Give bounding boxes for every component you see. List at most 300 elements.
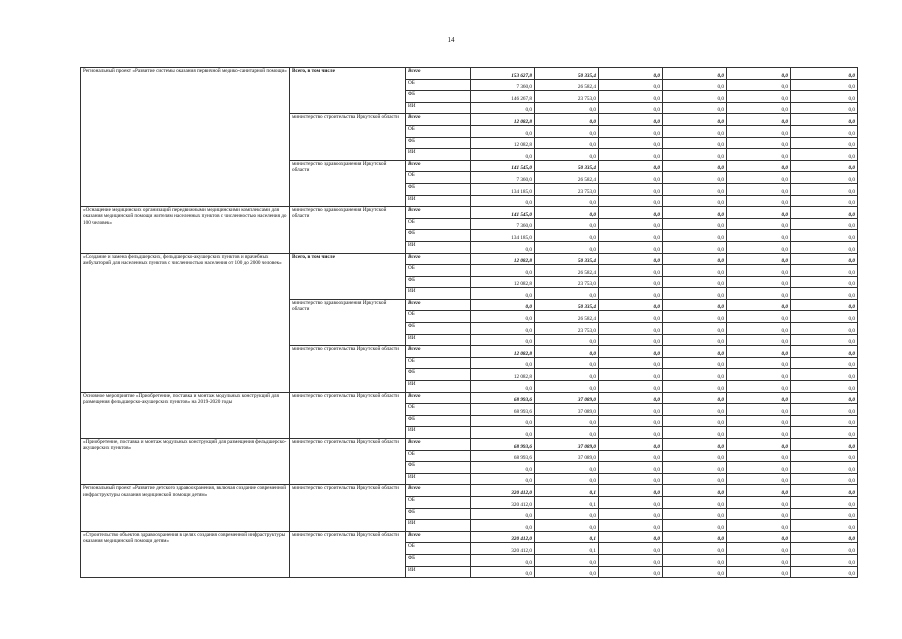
- amount-cell: 0,0: [663, 450, 727, 462]
- amount-cell: 0,0: [599, 462, 663, 474]
- amount-cell: 68 993,6: [471, 404, 535, 416]
- amount-cell: 0,0: [599, 543, 663, 555]
- funding-source-cell: ИИ: [406, 334, 471, 346]
- amount-cell: 0,0: [791, 265, 858, 277]
- amount-cell: 0,0: [791, 485, 858, 497]
- amount-cell: 0,0: [535, 195, 599, 207]
- amount-cell: 0,0: [663, 508, 727, 520]
- amount-cell: 0,0: [663, 520, 727, 532]
- amount-cell: 0,1: [535, 496, 599, 508]
- activity-description: Региональный проект «Развитие детского здравоохранения, включая создание современной инфраструктуры оказания медицинской помощи детям»: [81, 485, 290, 531]
- amount-cell: 7 360,0: [471, 79, 535, 91]
- amount-cell: 0,0: [599, 91, 663, 103]
- funding-source-cell: ИИ: [406, 195, 471, 207]
- amount-cell: 0,0: [599, 357, 663, 369]
- funding-source-cell: ОБ: [406, 496, 471, 508]
- amount-cell: 0,0: [791, 125, 858, 137]
- funding-source-cell: ОБ: [406, 79, 471, 91]
- amount-cell: 0,0: [663, 462, 727, 474]
- amount-cell: 320 412,0: [471, 543, 535, 555]
- amount-cell: 0,0: [727, 91, 791, 103]
- amount-cell: 0,0: [599, 323, 663, 335]
- amount-cell: 0,0: [791, 137, 858, 149]
- funding-source-cell: Всего: [406, 439, 471, 451]
- funding-source-cell: ФБ: [406, 137, 471, 149]
- amount-cell: 0,0: [663, 79, 727, 91]
- funding-source-cell: Всего: [406, 392, 471, 404]
- funding-source-cell: ОБ: [406, 218, 471, 230]
- funding-source-cell: Всего: [406, 160, 471, 172]
- funding-source-cell: ОБ: [406, 450, 471, 462]
- executor-cell: Всего, в том числе: [290, 68, 406, 114]
- amount-cell: 0,0: [599, 554, 663, 566]
- amount-cell: 0,0: [663, 114, 727, 126]
- amount-cell: 0,1: [535, 485, 599, 497]
- funding-table: [80, 67, 858, 578]
- amount-cell: 0,0: [791, 427, 858, 439]
- amount-cell: 23 753,0: [535, 323, 599, 335]
- amount-cell: 0,0: [663, 299, 727, 311]
- amount-cell: 0,0: [599, 311, 663, 323]
- amount-cell: 12 082,8: [471, 114, 535, 126]
- amount-cell: 0,0: [535, 114, 599, 126]
- amount-cell: 0,0: [599, 520, 663, 532]
- amount-cell: 0,0: [791, 218, 858, 230]
- amount-cell: 0,0: [791, 439, 858, 451]
- funding-source-cell: ОБ: [406, 543, 471, 555]
- amount-cell: 0,0: [727, 566, 791, 578]
- amount-cell: 0,0: [535, 334, 599, 346]
- amount-cell: 0,0: [663, 439, 727, 451]
- amount-cell: 0,0: [663, 125, 727, 137]
- amount-cell: 0,0: [663, 543, 727, 555]
- funding-source-cell: Всего: [406, 346, 471, 358]
- amount-cell: 26 582,4: [535, 79, 599, 91]
- amount-cell: 0,0: [663, 91, 727, 103]
- amount-cell: 0,0: [727, 311, 791, 323]
- amount-cell: 0,0: [535, 288, 599, 300]
- amount-cell: 0,0: [791, 369, 858, 381]
- amount-cell: 0,0: [535, 381, 599, 393]
- amount-cell: 0,0: [791, 566, 858, 578]
- amount-cell: 0,0: [663, 172, 727, 184]
- amount-cell: 0,0: [791, 207, 858, 219]
- funding-source-cell: ФБ: [406, 462, 471, 474]
- funding-source-cell: ФБ: [406, 276, 471, 288]
- amount-cell: 0,0: [663, 218, 727, 230]
- amount-cell: 0,0: [727, 473, 791, 485]
- amount-cell: 0,0: [599, 183, 663, 195]
- amount-cell: 0,0: [471, 311, 535, 323]
- amount-cell: 0,0: [727, 299, 791, 311]
- amount-cell: 12 082,8: [471, 369, 535, 381]
- amount-cell: 0,0: [599, 68, 663, 80]
- amount-cell: 0,0: [791, 172, 858, 184]
- funding-source-cell: ФБ: [406, 230, 471, 242]
- amount-cell: 0,0: [599, 531, 663, 543]
- amount-cell: 0,0: [727, 334, 791, 346]
- amount-cell: 0,0: [599, 508, 663, 520]
- amount-cell: 0,0: [471, 102, 535, 114]
- amount-cell: 134 185,0: [471, 183, 535, 195]
- amount-cell: 0,0: [599, 299, 663, 311]
- amount-cell: 37 089,0: [535, 450, 599, 462]
- amount-cell: 0,0: [535, 508, 599, 520]
- amount-cell: 0,0: [599, 392, 663, 404]
- funding-source-cell: ИИ: [406, 427, 471, 439]
- amount-cell: 0,0: [599, 265, 663, 277]
- amount-cell: 0,0: [791, 543, 858, 555]
- funding-source-cell: Всего: [406, 253, 471, 265]
- amount-cell: 0,0: [791, 392, 858, 404]
- amount-cell: 0,0: [599, 415, 663, 427]
- amount-cell: 0,0: [663, 207, 727, 219]
- amount-cell: 0,0: [727, 172, 791, 184]
- amount-cell: 0,0: [599, 218, 663, 230]
- amount-cell: 37 089,0: [535, 392, 599, 404]
- funding-source-cell: Всего: [406, 207, 471, 219]
- executor-cell: министерство здравоохранения Иркутской области: [290, 160, 406, 206]
- amount-cell: 0,0: [663, 369, 727, 381]
- funding-source-cell: ОБ: [406, 357, 471, 369]
- funding-source-cell: ОБ: [406, 404, 471, 416]
- amount-cell: 0,0: [727, 415, 791, 427]
- amount-cell: 0,0: [535, 207, 599, 219]
- amount-cell: 0,0: [471, 357, 535, 369]
- amount-cell: 0,0: [535, 520, 599, 532]
- amount-cell: 0,0: [471, 288, 535, 300]
- amount-cell: 0,0: [599, 450, 663, 462]
- amount-cell: 0,0: [599, 381, 663, 393]
- amount-cell: 0,0: [535, 427, 599, 439]
- amount-cell: 320 412,0: [471, 485, 535, 497]
- funding-source-cell: Всего: [406, 299, 471, 311]
- amount-cell: 0,0: [663, 566, 727, 578]
- amount-cell: 26 582,4: [535, 172, 599, 184]
- amount-cell: 0,0: [663, 195, 727, 207]
- amount-cell: 0,0: [599, 485, 663, 497]
- amount-cell: 0,0: [791, 79, 858, 91]
- amount-cell: 0,0: [791, 473, 858, 485]
- funding-source-cell: ФБ: [406, 508, 471, 520]
- table-row: [81, 68, 858, 80]
- amount-cell: 0,0: [535, 462, 599, 474]
- amount-cell: 0,0: [599, 566, 663, 578]
- amount-cell: 0,0: [727, 543, 791, 555]
- amount-cell: 0,0: [599, 195, 663, 207]
- amount-cell: 50 335,4: [535, 160, 599, 172]
- amount-cell: 0,0: [791, 508, 858, 520]
- amount-cell: 0,0: [599, 149, 663, 161]
- amount-cell: 7 360,0: [471, 218, 535, 230]
- activity-description: «Оснащение медицинских организаций передвижными медицинскими комплексами для оказания медицинской помощи жителям населенных пунктов с численностью населения до 100 человек»: [81, 207, 290, 253]
- amount-cell: 0,0: [791, 415, 858, 427]
- amount-cell: 0,0: [663, 160, 727, 172]
- amount-cell: 0,0: [727, 496, 791, 508]
- amount-cell: 141 545,0: [471, 207, 535, 219]
- table-row: [81, 439, 858, 451]
- funding-source-cell: ФБ: [406, 183, 471, 195]
- table-row: [81, 253, 858, 265]
- amount-cell: 0,0: [727, 520, 791, 532]
- amount-cell: 0,0: [663, 253, 727, 265]
- amount-cell: 0,0: [727, 265, 791, 277]
- amount-cell: 0,0: [599, 207, 663, 219]
- amount-cell: 0,0: [599, 496, 663, 508]
- funding-source-cell: ИИ: [406, 566, 471, 578]
- amount-cell: 0,0: [791, 520, 858, 532]
- amount-cell: 0,0: [599, 276, 663, 288]
- amount-cell: 0,0: [471, 265, 535, 277]
- activity-description: «Строительство объектов здравоохранения в целях создания современной инфраструктуры оказания медицинской помощи детям»: [81, 531, 290, 577]
- amount-cell: 0,0: [599, 404, 663, 416]
- amount-cell: 0,0: [471, 381, 535, 393]
- amount-cell: 0,0: [599, 346, 663, 358]
- amount-cell: 0,0: [791, 334, 858, 346]
- amount-cell: 141 545,0: [471, 160, 535, 172]
- amount-cell: 26 582,4: [535, 265, 599, 277]
- funding-source-cell: ИИ: [406, 473, 471, 485]
- amount-cell: 0,0: [791, 450, 858, 462]
- amount-cell: 0,0: [727, 485, 791, 497]
- amount-cell: 0,0: [599, 473, 663, 485]
- executor-cell: министерство здравоохранения Иркутской области: [290, 207, 406, 253]
- executor-cell: министерство строительства Иркутской области: [290, 392, 406, 438]
- amount-cell: 0,0: [791, 149, 858, 161]
- amount-cell: 0,0: [791, 276, 858, 288]
- amount-cell: 0,0: [727, 160, 791, 172]
- amount-cell: 0,0: [663, 311, 727, 323]
- amount-cell: 0,0: [663, 276, 727, 288]
- amount-cell: 0,0: [727, 253, 791, 265]
- amount-cell: 0,0: [727, 183, 791, 195]
- amount-cell: 0,0: [599, 253, 663, 265]
- amount-cell: 0,0: [663, 381, 727, 393]
- amount-cell: 0,0: [727, 241, 791, 253]
- amount-cell: 50 335,4: [535, 253, 599, 265]
- amount-cell: 50 335,4: [535, 68, 599, 80]
- amount-cell: 320 412,0: [471, 496, 535, 508]
- amount-cell: 0,0: [727, 508, 791, 520]
- amount-cell: 0,0: [599, 114, 663, 126]
- amount-cell: 0,0: [599, 102, 663, 114]
- amount-cell: 0,0: [727, 554, 791, 566]
- amount-cell: 68 993,6: [471, 450, 535, 462]
- amount-cell: 0,0: [791, 554, 858, 566]
- amount-cell: 12 082,8: [471, 276, 535, 288]
- activity-description: Основное мероприятие «Приобретение, поставка и монтаж модульных конструкций для размещения фельдшерско-акушерских пунктов» на 2019-2020 годы: [81, 392, 290, 438]
- amount-cell: 0,0: [727, 68, 791, 80]
- amount-cell: 0,0: [663, 357, 727, 369]
- amount-cell: 0,0: [663, 149, 727, 161]
- funding-source-cell: Всего: [406, 114, 471, 126]
- executor-cell: Всего, в том числе: [290, 253, 406, 299]
- funding-source-cell: ОБ: [406, 311, 471, 323]
- amount-cell: 0,0: [663, 102, 727, 114]
- amount-cell: 0,0: [471, 473, 535, 485]
- amount-cell: 0,0: [791, 496, 858, 508]
- amount-cell: 0,0: [791, 102, 858, 114]
- amount-cell: 0,0: [727, 276, 791, 288]
- amount-cell: 0,0: [791, 253, 858, 265]
- amount-cell: 320 412,0: [471, 531, 535, 543]
- amount-cell: 0,0: [471, 323, 535, 335]
- amount-cell: 0,0: [663, 427, 727, 439]
- amount-cell: 0,0: [727, 102, 791, 114]
- amount-cell: 0,0: [599, 79, 663, 91]
- table-row: [81, 392, 858, 404]
- funding-source-cell: ФБ: [406, 323, 471, 335]
- amount-cell: 0,0: [471, 554, 535, 566]
- funding-source-cell: ФБ: [406, 91, 471, 103]
- amount-cell: 0,0: [535, 554, 599, 566]
- amount-cell: 0,0: [663, 531, 727, 543]
- amount-cell: 0,0: [599, 288, 663, 300]
- table-row: [81, 207, 858, 219]
- funding-source-cell: ОБ: [406, 125, 471, 137]
- amount-cell: 0,0: [471, 462, 535, 474]
- funding-source-cell: ОБ: [406, 265, 471, 277]
- amount-cell: 0,0: [727, 404, 791, 416]
- executor-cell: министерство строительства Иркутской области: [290, 439, 406, 485]
- activity-description: «Приобретение, поставка и монтаж модульных конструкций для размещения фельдшерско-акушерских пунктов»: [81, 439, 290, 485]
- amount-cell: 0,0: [727, 125, 791, 137]
- amount-cell: 0,0: [535, 102, 599, 114]
- amount-cell: 0,0: [791, 299, 858, 311]
- amount-cell: 0,0: [663, 68, 727, 80]
- amount-cell: 7 360,0: [471, 172, 535, 184]
- amount-cell: 0,0: [599, 334, 663, 346]
- amount-cell: 0,0: [727, 323, 791, 335]
- amount-cell: 0,0: [599, 241, 663, 253]
- amount-cell: 0,0: [791, 230, 858, 242]
- amount-cell: 0,0: [663, 554, 727, 566]
- amount-cell: 0,0: [791, 91, 858, 103]
- funding-source-cell: Всего: [406, 485, 471, 497]
- amount-cell: 0,0: [791, 183, 858, 195]
- amount-cell: 0,0: [727, 346, 791, 358]
- funding-source-cell: ИИ: [406, 520, 471, 532]
- amount-cell: 0,0: [599, 172, 663, 184]
- amount-cell: 23 753,0: [535, 91, 599, 103]
- amount-cell: 0,0: [535, 125, 599, 137]
- amount-cell: 0,0: [727, 427, 791, 439]
- activity-description: Региональный проект «Развитие системы оказания первичной медико-санитарной помощи»: [81, 68, 290, 207]
- amount-cell: 0,0: [727, 381, 791, 393]
- amount-cell: 0,0: [727, 369, 791, 381]
- amount-cell: 0,1: [535, 531, 599, 543]
- amount-cell: 0,0: [599, 427, 663, 439]
- amount-cell: 0,0: [791, 288, 858, 300]
- amount-cell: 0,0: [791, 357, 858, 369]
- amount-cell: 0,0: [727, 462, 791, 474]
- executor-cell: министерство строительства Иркутской области: [290, 346, 406, 392]
- amount-cell: 0,0: [663, 230, 727, 242]
- table-row: [81, 531, 858, 543]
- amount-cell: 0,0: [663, 334, 727, 346]
- amount-cell: 0,0: [471, 149, 535, 161]
- amount-cell: 0,0: [471, 520, 535, 532]
- amount-cell: 50 335,4: [535, 299, 599, 311]
- amount-cell: 0,0: [791, 68, 858, 80]
- amount-cell: 0,0: [535, 473, 599, 485]
- amount-cell: 0,0: [727, 450, 791, 462]
- amount-cell: 0,0: [599, 439, 663, 451]
- funding-source-cell: ФБ: [406, 369, 471, 381]
- amount-cell: 0,0: [471, 427, 535, 439]
- amount-cell: 68 993,6: [471, 439, 535, 451]
- amount-cell: 0,0: [535, 241, 599, 253]
- amount-cell: 0,0: [663, 392, 727, 404]
- funding-source-cell: ИИ: [406, 149, 471, 161]
- funding-source-cell: ОБ: [406, 172, 471, 184]
- amount-cell: 0,0: [727, 439, 791, 451]
- amount-cell: 0,0: [727, 357, 791, 369]
- funding-source-cell: ФБ: [406, 554, 471, 566]
- activity-description: «Создание и замена фельдшерских, фельдшерско-акушерских пунктов и врачебных амбулаторий для населенных пунктов с численностью населения от 100 до 2000 человек»: [81, 253, 290, 392]
- amount-cell: 146 267,8: [471, 91, 535, 103]
- amount-cell: 0,0: [471, 566, 535, 578]
- amount-cell: 0,0: [791, 531, 858, 543]
- funding-source-cell: ФБ: [406, 415, 471, 427]
- amount-cell: 0,0: [727, 207, 791, 219]
- amount-cell: 23 753,0: [535, 183, 599, 195]
- amount-cell: 0,0: [663, 323, 727, 335]
- funding-source-cell: ИИ: [406, 381, 471, 393]
- amount-cell: 12 082,8: [471, 346, 535, 358]
- amount-cell: 0,0: [535, 230, 599, 242]
- funding-source-cell: ИИ: [406, 241, 471, 253]
- amount-cell: 0,0: [535, 357, 599, 369]
- executor-cell: министерство здравоохранения Иркутской области: [290, 299, 406, 345]
- amount-cell: 0,0: [471, 125, 535, 137]
- amount-cell: 0,0: [663, 473, 727, 485]
- amount-cell: 0,0: [599, 230, 663, 242]
- amount-cell: 12 082,8: [471, 137, 535, 149]
- amount-cell: 0,0: [727, 149, 791, 161]
- amount-cell: 0,0: [791, 241, 858, 253]
- amount-cell: 0,0: [727, 230, 791, 242]
- amount-cell: 23 753,0: [535, 276, 599, 288]
- amount-cell: 0,0: [791, 311, 858, 323]
- amount-cell: 0,0: [599, 369, 663, 381]
- amount-cell: 0,0: [791, 195, 858, 207]
- amount-cell: 134 185,0: [471, 230, 535, 242]
- amount-cell: 0,0: [791, 160, 858, 172]
- amount-cell: 0,0: [599, 160, 663, 172]
- amount-cell: 0,0: [599, 137, 663, 149]
- amount-cell: 0,0: [663, 288, 727, 300]
- amount-cell: 0,0: [535, 369, 599, 381]
- funding-source-cell: ИИ: [406, 102, 471, 114]
- amount-cell: 0,0: [663, 183, 727, 195]
- executor-cell: министерство строительства Иркутской области: [290, 485, 406, 531]
- amount-cell: 0,0: [535, 137, 599, 149]
- amount-cell: 0,0: [471, 195, 535, 207]
- amount-cell: 26 582,4: [535, 311, 599, 323]
- amount-cell: 0,0: [471, 508, 535, 520]
- funding-table-body: [81, 68, 858, 578]
- amount-cell: 0,0: [663, 137, 727, 149]
- amount-cell: 0,0: [791, 346, 858, 358]
- amount-cell: 0,0: [791, 462, 858, 474]
- amount-cell: 0,0: [535, 218, 599, 230]
- amount-cell: 0,0: [727, 218, 791, 230]
- amount-cell: 0,0: [663, 496, 727, 508]
- amount-cell: 12 082,8: [471, 253, 535, 265]
- amount-cell: 0,0: [791, 404, 858, 416]
- amount-cell: 68 993,6: [471, 392, 535, 404]
